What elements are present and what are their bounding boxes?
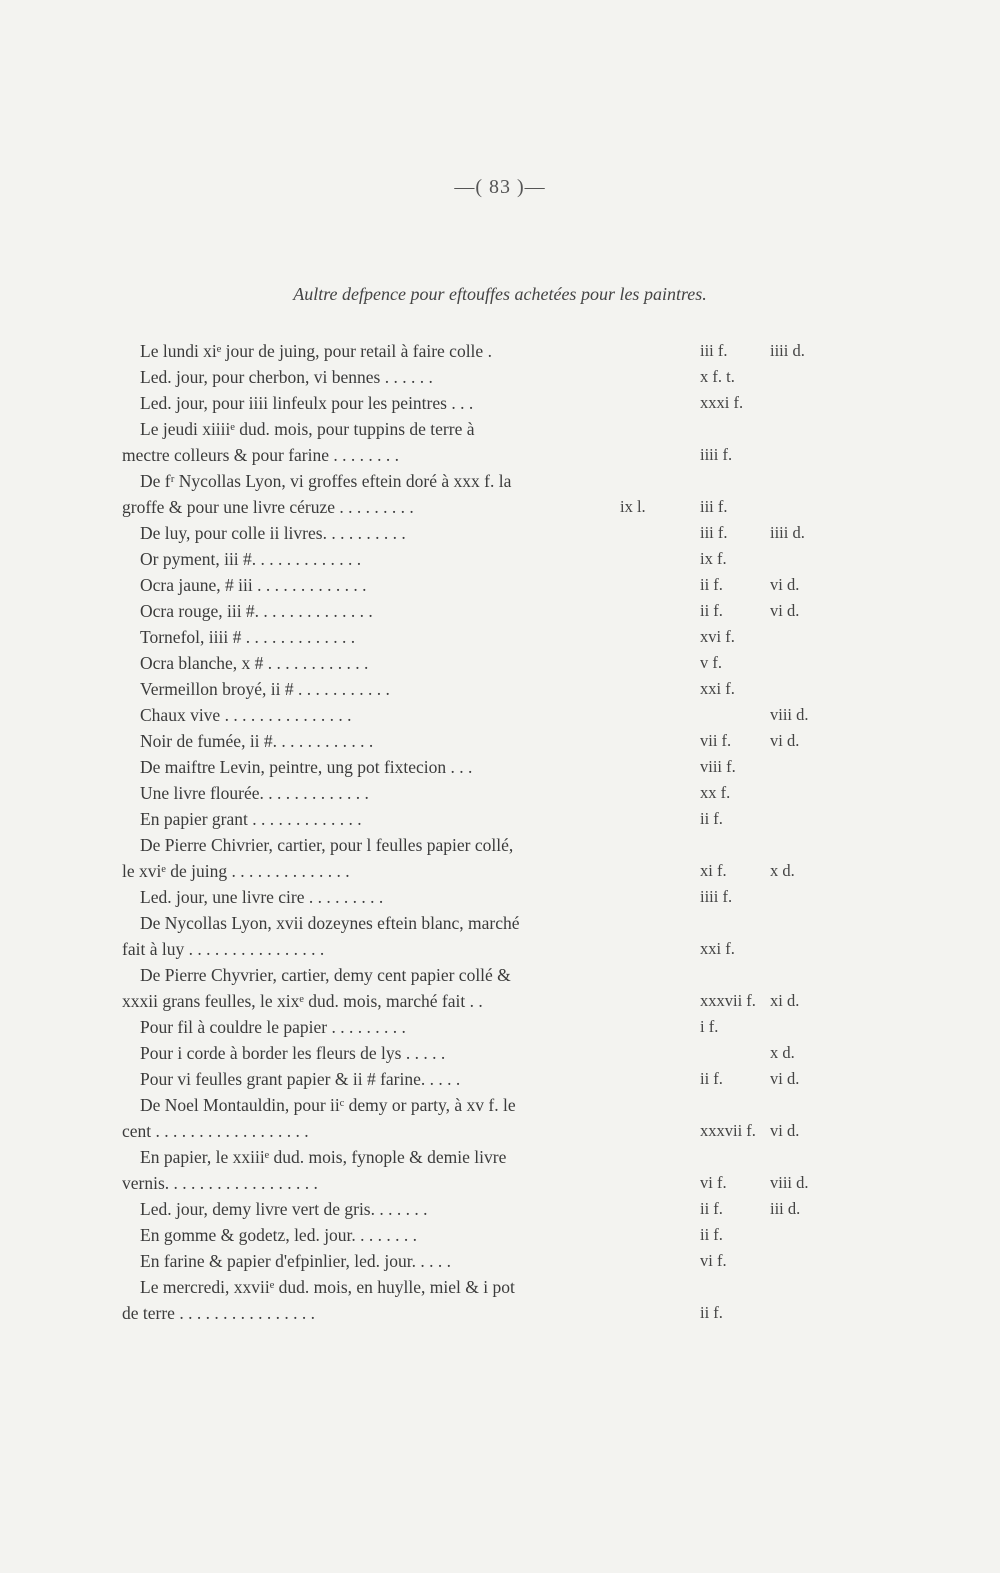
entry-text: De fʳ Nycollas Lyon, vi groffes eftein doré à xxx f. la: [140, 471, 512, 491]
entry-text: De Noel Montauldin, pour iiᶜ demy or party, à xv f. le: [140, 1095, 516, 1115]
amount-deniers: viii d.: [770, 1173, 809, 1192]
amount-sols: xxxvii f.: [700, 991, 756, 1010]
entry-text: De luy, pour colle ii livres. . . . . . . . . .: [140, 523, 406, 543]
amount-sols: xvi f.: [700, 627, 735, 646]
entry-text: De Nycollas Lyon, xvii dozeynes eftein blanc, marché: [140, 913, 520, 933]
page-number-header: —( 83 )—: [454, 176, 546, 198]
amount-sols: ii f.: [700, 575, 723, 594]
amount-deniers: vi d.: [770, 1121, 800, 1140]
amount-deniers: xi d.: [770, 991, 800, 1010]
amount-deniers: x d.: [770, 1043, 795, 1062]
entry-text-continued: de terre . . . . . . . . . . . . . . . .: [122, 1303, 315, 1323]
entry-text-continued: fait à luy . . . . . . . . . . . . . . . .: [122, 939, 325, 959]
amount-sols: iii f.: [700, 523, 728, 542]
amount-deniers: vi d.: [770, 1069, 800, 1088]
amount-sols: iiii f.: [700, 887, 733, 906]
amount-sols: xxi f.: [700, 939, 735, 958]
entry-text-continued: le xviᵉ de juing . . . . . . . . . . . . . .: [122, 861, 350, 881]
entry-text-continued: groffe & pour une livre céruze . . . . . . . . .: [122, 497, 414, 517]
entry-text: Or pyment, iii #. . . . . . . . . . . . .: [140, 549, 362, 569]
entry-text: Ocra rouge, iii #. . . . . . . . . . . . . .: [140, 601, 373, 621]
entry-text: Led. jour, pour cherbon, vi bennes . . . . . .: [140, 367, 433, 387]
amount-deniers: vi d.: [770, 731, 800, 750]
entry-text: Pour i corde à border les fleurs de lys . . . . .: [140, 1043, 446, 1063]
amount-sols: xxxvii f.: [700, 1121, 756, 1140]
amount-sols: xi f.: [700, 861, 727, 880]
amount-sols: xx f.: [700, 783, 731, 802]
amount-deniers: iii d.: [770, 1199, 801, 1218]
entry-text: En papier, le xxiiiᵉ dud. mois, fynople & demie livre: [140, 1147, 507, 1167]
entry-text: Le jeudi xiiiiᵉ dud. mois, pour tuppins de terre à: [140, 419, 475, 439]
entry-text: Chaux vive . . . . . . . . . . . . . . .: [140, 705, 352, 725]
entry-text: Pour vi feulles grant papier & ii # farine. . . . .: [140, 1069, 461, 1089]
amount-sols: v f.: [700, 653, 722, 672]
amount-sols: iiii f.: [700, 445, 733, 464]
entry-text: De Pierre Chyvrier, cartier, demy cent papier collé &: [140, 965, 511, 985]
entry-text-continued: mectre colleurs & pour farine . . . . . . . .: [122, 445, 399, 465]
amount-sols: vi f.: [700, 1173, 727, 1192]
amount-sols: vi f.: [700, 1251, 727, 1270]
amount-sols: iii f.: [700, 497, 728, 516]
entry-text: De maiftre Levin, peintre, ung pot fixtecion . . .: [140, 757, 473, 777]
amount-sols: xxxi f.: [700, 393, 744, 412]
entry-text: Ocra blanche, x # . . . . . . . . . . . .: [140, 653, 369, 673]
entry-text: En gomme & godetz, led. jour. . . . . . . .: [140, 1225, 418, 1245]
entry-text-continued: xxxii grans feulles, le xixᵉ dud. mois, marché fait . .: [122, 991, 483, 1011]
amount-sols: ii f.: [700, 1303, 723, 1322]
amount-deniers: iiii d.: [770, 523, 805, 542]
entry-text: Ocra jaune, # iii . . . . . . . . . . . . .: [140, 575, 367, 595]
entry-text-continued: cent . . . . . . . . . . . . . . . . . .: [122, 1121, 309, 1141]
entry-text: Noir de fumée, ii #. . . . . . . . . . . .: [140, 731, 374, 751]
entry-text: Led. jour, demy livre vert de gris. . . . . . .: [140, 1199, 428, 1219]
entry-text: Le lundi xiᵉ jour de juing, pour retail à faire colle .: [140, 341, 492, 361]
section-title: Aultre defpence pour eftouffes achetées pour les paintres.: [293, 284, 707, 304]
amount-deniers: x d.: [770, 861, 795, 880]
amount-sols: x f. t.: [700, 367, 735, 386]
entry-text: Led. jour, une livre cire . . . . . . . . .: [140, 887, 384, 907]
entry-text: Une livre flourée. . . . . . . . . . . . .: [140, 783, 369, 803]
amount-sols: ii f.: [700, 1199, 723, 1218]
entry-text: En papier grant . . . . . . . . . . . . .: [140, 809, 362, 829]
amount-sols: xxi f.: [700, 679, 735, 698]
entry-text: Pour fil à couldre le papier . . . . . . . . .: [140, 1017, 406, 1037]
amount-sols: ii f.: [700, 601, 723, 620]
entry-text: Le mercredi, xxviiᵉ dud. mois, en huylle, miel & i pot: [140, 1277, 515, 1297]
amount-deniers: vi d.: [770, 575, 800, 594]
amount-sols: vii f.: [700, 731, 732, 750]
entry-text-continued: vernis. . . . . . . . . . . . . . . . . .: [122, 1173, 318, 1193]
amount-deniers: iiii d.: [770, 341, 805, 360]
amount-sols: ii f.: [700, 1069, 723, 1088]
amount-livres: ix l.: [620, 497, 646, 516]
entry-text: De Pierre Chivrier, cartier, pour l feulles papier collé,: [140, 835, 514, 855]
amount-sols: viii f.: [700, 757, 736, 776]
entry-text: Vermeillon broyé, ii # . . . . . . . . . . .: [140, 679, 390, 699]
entry-text: Led. jour, pour iiii linfeulx pour les peintres . . .: [140, 393, 474, 413]
amount-deniers: vi d.: [770, 601, 800, 620]
amount-sols: iii f.: [700, 341, 728, 360]
amount-sols: ii f.: [700, 809, 723, 828]
amount-sols: ii f.: [700, 1225, 723, 1244]
amount-deniers: viii d.: [770, 705, 809, 724]
amount-sols: i f.: [700, 1017, 719, 1036]
entry-text: En farine & papier d'efpinlier, led. jour. . . . .: [140, 1251, 452, 1271]
amount-sols: ix f.: [700, 549, 727, 568]
entry-text: Tornefol, iiii # . . . . . . . . . . . . .: [140, 627, 356, 647]
